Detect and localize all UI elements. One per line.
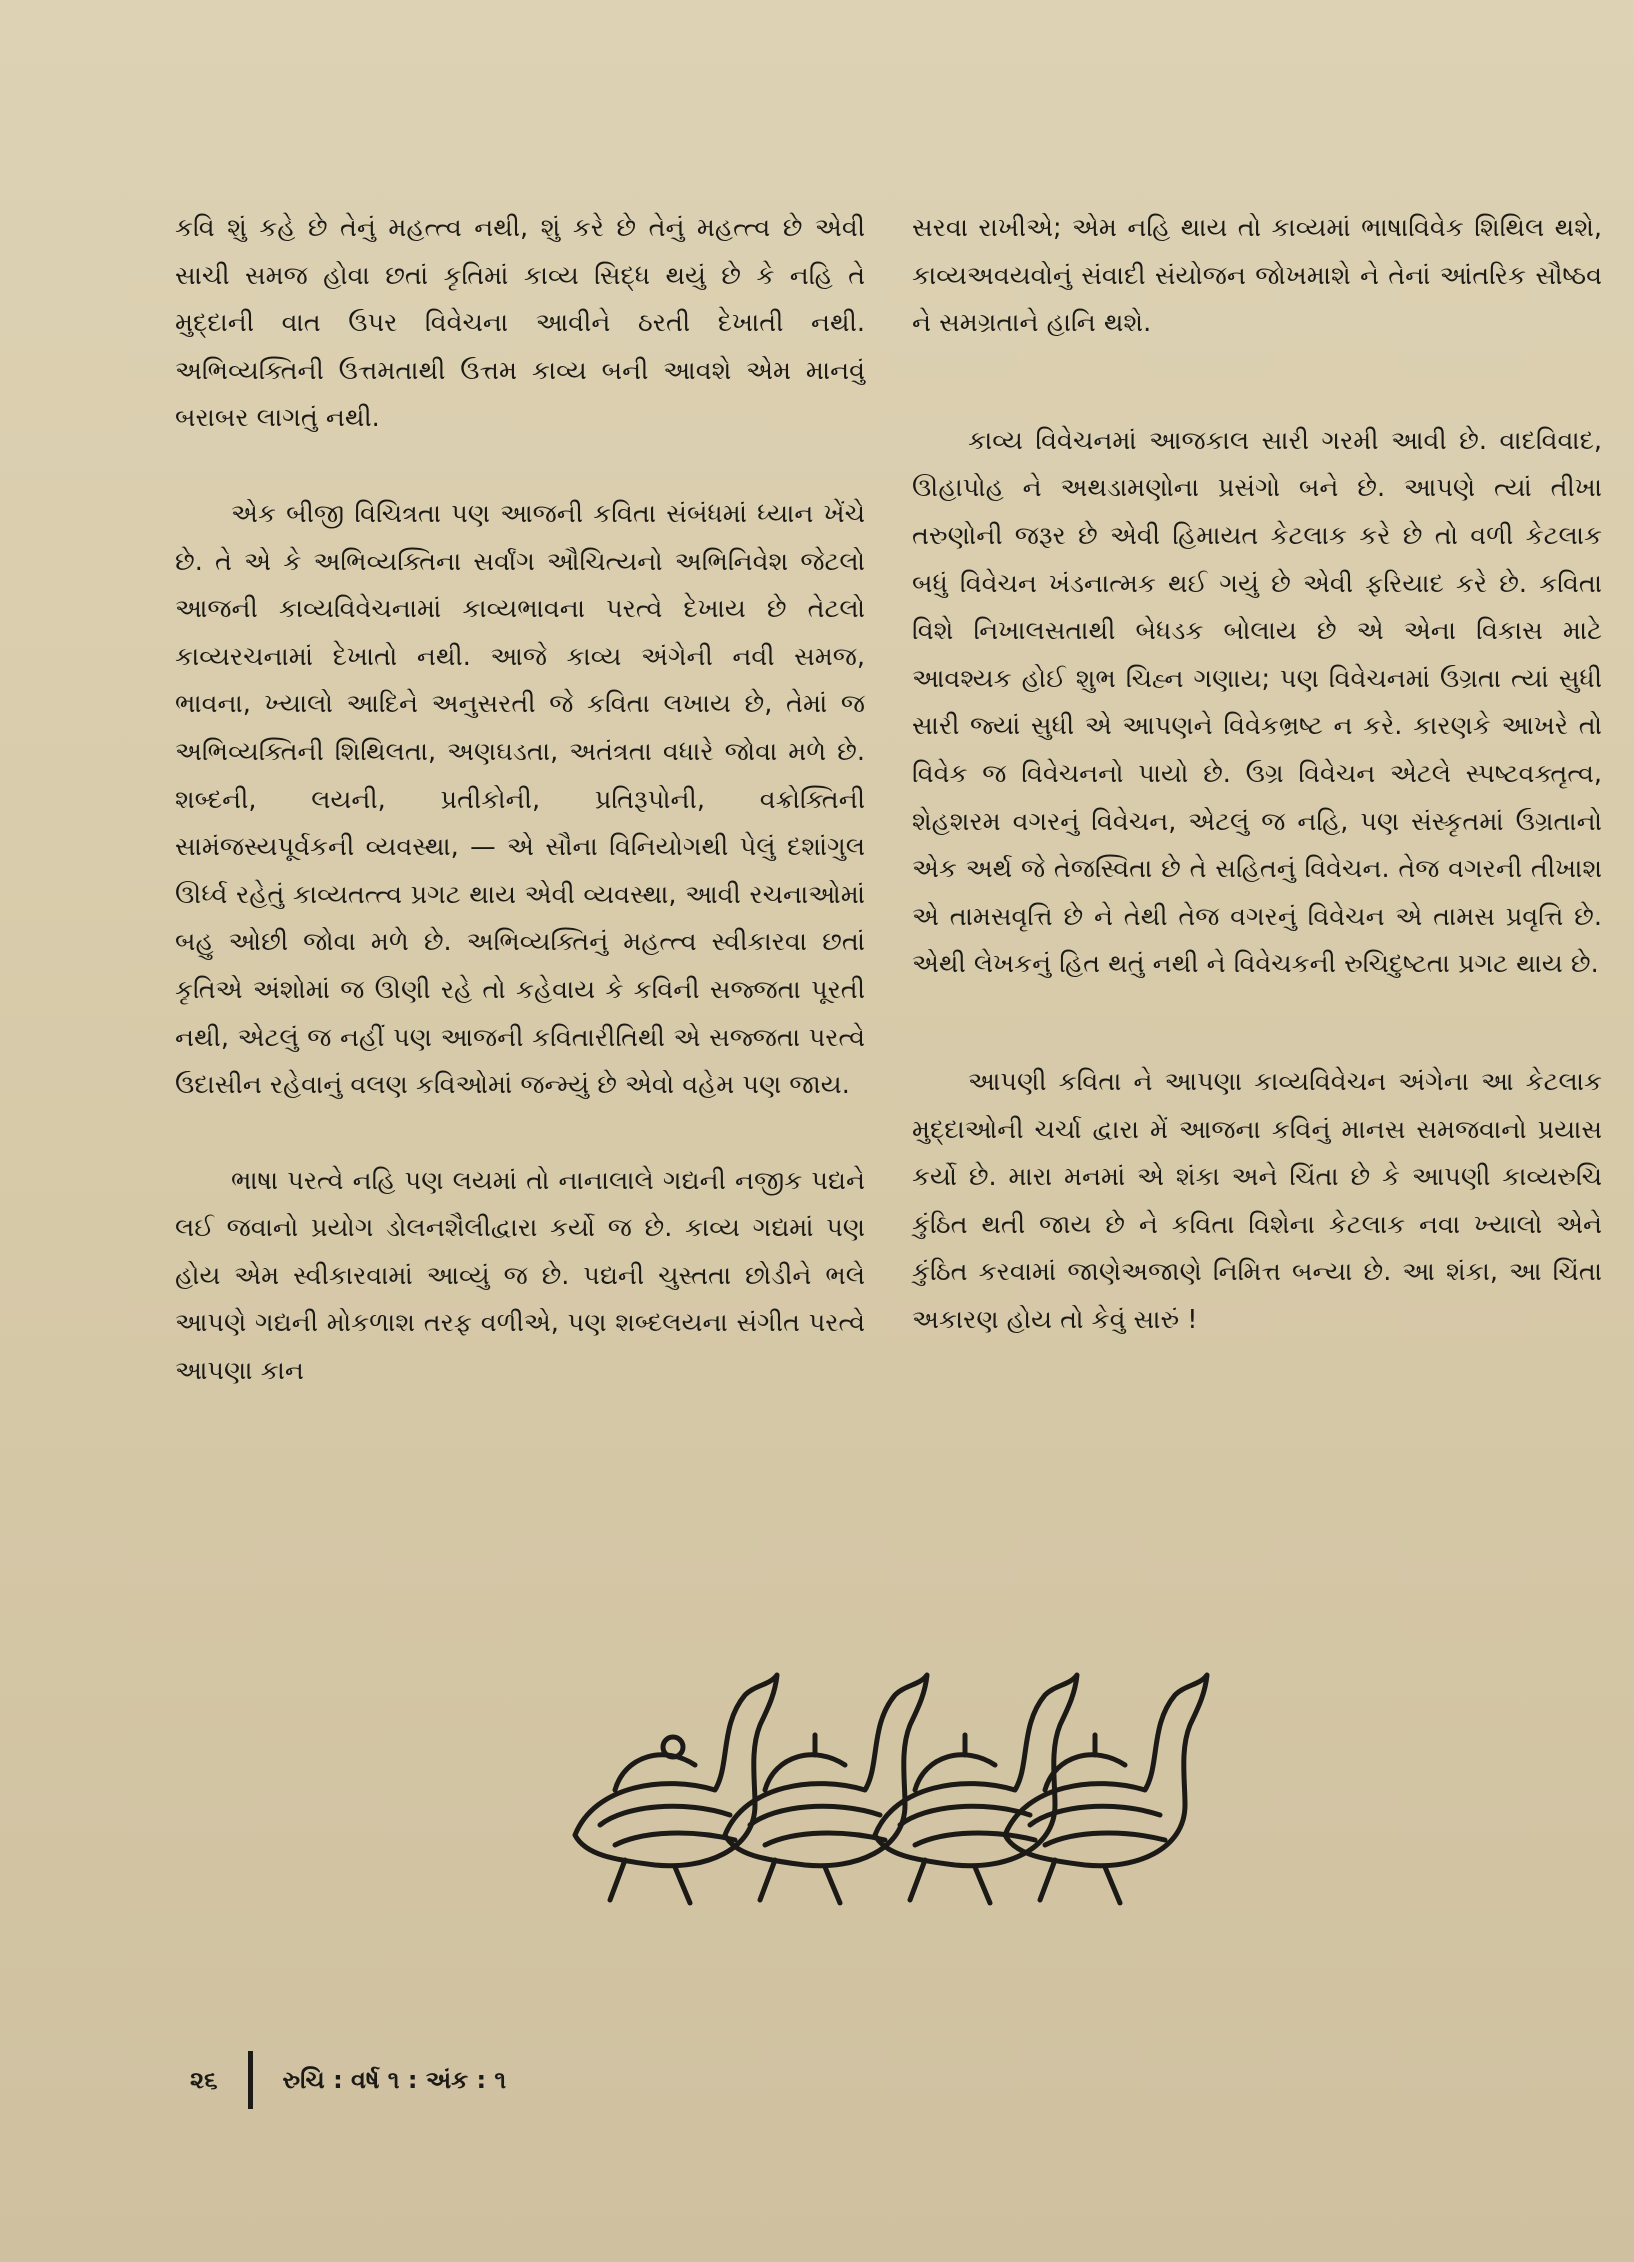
left-column [175,205,865,1396]
page-footer [190,2050,506,2110]
paragraph: આપણી કવિતા ને આપણા કાવ્યવિવેચન અંગેના આ કેટલાક મુદ્દાઓની ચર્ચા દ્વારા મેં આજના કવિનું માનસ સમજવાનો પ્રયાસ કર્યો છે. મારા મનમાં એ શંકા અને ચિંતા છે કે આપણી કાવ્યરુચિ કુંઠિત થતી જાય છે ને કવિતા વિશેના કેટલાક નવા ખ્યાલો એને કુંઠિત કરવામાં જાણેઅજાણે નિમિત્ત બન્યા છે. આ શંકા, આ ચિંતા અકારણ હોય તો કેવું સારું ! [912,1066,1602,1335]
paragraph: કવિ શું કહે છે તેનું મહત્ત્વ નથી, શું કરે છે તેનું મહત્ત્વ છે એવી સાચી સમજ હોવા છતાં કૃતિમાં કાવ્ય સિદ્ધ થયું છે કે નહિ તે મુદ્દાની વાત ઉપર વિવેચના આવીને ઠરતી દેખાતી નથી. અભિવ્યક્તિની ઉત્તમતાથી ઉત્તમ કાવ્ય બની આવશે એમ માનવું બરાબર લાગતું નથી. [175,213,865,434]
paragraph: ભાષા પરત્વે નહિ પણ લયમાં તો નાનાલાલે ગદ્યની નજીક પદ્યને લઈ જવાનો પ્રયોગ ડોલનશૈલીદ્વારા કર્યો જ છે. કાવ્ય ગદ્યમાં પણ હોય એમ સ્વીકારવામાં આવ્યું જ છે. પદ્યની ચુસ્તતા છોડીને ભલે આપણે ગદ્યની મોકળાશ તરફ વળીએ, પણ શબ્દલયના સંગીત પરત્વે આપણા કાન [175,1165,865,1387]
four-birds-ornament-icon [555,1655,1215,1915]
footer-divider [248,2051,253,2109]
right-column [912,205,1602,1344]
page-number: ૨૬ [190,2066,218,2094]
paragraph: એક બીજી વિચિત્રતા પણ આજની કવિતા સંબંધમાં ધ્યાન ખેંચે છે. તે એ કે અભિવ્યક્તિના સર્વાંગ ઔચિત્યનો અભિનિવેશ જેટલો આજની કાવ્યવિવેચનામાં કાવ્યભાવના પરત્વે દેખાય છે તેટલો કાવ્યરચનામાં દેખાતો નથી. આજે કાવ્ય અંગેની નવી સમજ, ભાવના, ખ્યાલો આદિને અનુસરતી જે કવિતા લખાય છે, તેમાં જ અભિવ્યક્તિની શિથિલતા, અણઘડતા, અતંત્રતા વધારે જોવા મળે છે. શબ્દની, લયની, પ્રતીકોની, પ્રતિરૂપોની, વક્રોક્તિની સામંજસ્યપૂર્વકની વ્યવસ્થા, — એ સૌના વિનિયોગથી પેલું દશાંગુલ ઊર્ધ્વ રહેતું કાવ્યતત્ત્વ પ્રગટ થાય એવી વ્યવસ્થા, આવી રચનાઓમાં બહુ ઓછી જોવા મળે છે. અભિવ્યક્તિનું મહત્ત્વ સ્વીકારવા છતાં કૃતિએ અંશોમાં જ ઊણી રહે તો કહેવાય કે કવિની સજ્જતા પૂરતી નથી, એટલું જ નહીં પણ આજની કવિતારીતિથી એ સજ્જતા પરત્વે ઉદાસીન રહેવાનું વલણ કવિઓમાં જન્મ્યું છે એવો વહેમ પણ જાય. [175,498,865,1101]
bird-icon [575,1675,777,1903]
paragraph: સરવા રાખીએ; એમ નહિ થાય તો કાવ્યમાં ભાષાવિવેક શિથિલ થશે, કાવ્યઅવયવોનું સંવાદી સંયોજન જોખમાશે ને તેનાં આંતરિક સૌષ્ઠવ ને સમગ્રતાને હાનિ થશે. [912,213,1602,339]
journal-reference: રુચિ : વર્ષ ૧ : અંક : ૧ [282,2066,507,2094]
paragraph: કાવ્ય વિવેચનમાં આજકાલ સારી ગરમી આવી છે. વાદવિવાદ, ઊહાપોહ ને અથડામણોના પ્રસંગો બને છે. આપણે ત્યાં તીખા તરુણોની જરૂર છે એવી હિમાયત કેટલાક કરે છે તો વળી કેટલાક બધું વિવેચન ખંડનાત્મક થઈ ગયું છે એવી ફરિયાદ કરે છે. કવિતા વિશે નિખાલસતાથી બેધડક બોલાય છે એ એના વિકાસ માટે આવશ્યક હોઈ શુભ ચિહ્ન ગણાય; પણ વિવેચનમાં ઉગ્રતા ત્યાં સુધી સારી જ્યાં સુધી એ આપણને વિવેકભ્રષ્ટ ન કરે. કારણકે આખરે તો વિવેક જ વિવેચનનો પાયો છે. ઉગ્ર વિવેચન એટલે સ્પષ્ટવક્તૃત્વ, શેહશરમ વગરનું વિવેચન, એટલું જ નહિ, પણ સંસ્કૃતમાં ઉગ્રતાનો એક અર્થ જે તેજસ્વિતા છે તે સહિતનું વિવેચન. તેજ વગરની તીખાશ એ તામસવૃત્તિ છે ને તેથી તેજ વગરનું વિવેચન એ તામસ પ્રવૃત્તિ છે. એથી લેખકનું હિત થતું નથી ને વિવેચકની રુચિદુષ્ટતા પ્રગટ થાય છે. [912,425,1602,980]
